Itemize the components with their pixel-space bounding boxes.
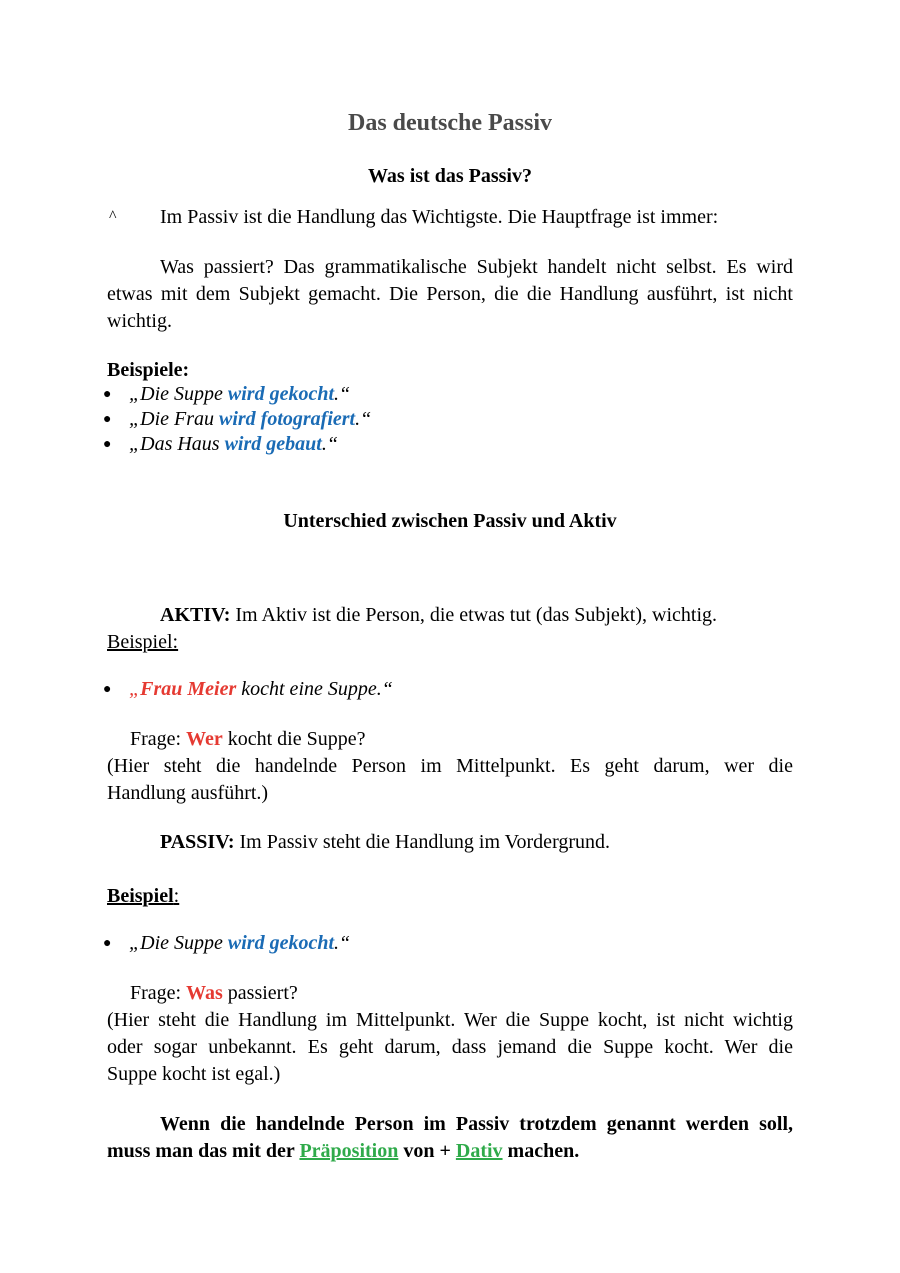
final-note-line-1: Wenn die handelnde Person im Passiv trotzdem genannt werden soll, — [160, 1113, 793, 1135]
passive-verb: wird gekocht — [227, 383, 335, 405]
passiv-example — [129, 930, 350, 956]
term-dativ: Dativ — [455, 1140, 503, 1162]
frage-text: Frage: — [130, 728, 187, 750]
beispiel-label: Beispiel — [107, 885, 174, 907]
beispiel-colon: : — [173, 885, 180, 907]
example-item-2 — [129, 406, 371, 432]
aktiv-example — [129, 676, 393, 702]
bullet-dot: ● — [103, 412, 112, 427]
quote-mark: „ — [129, 678, 141, 700]
example-text: .“ — [355, 408, 372, 430]
question-word: Was — [186, 982, 223, 1004]
bullet-dot: ● — [103, 387, 112, 402]
example-text: kocht eine Suppe.“ — [236, 678, 393, 700]
aktiv-explanation-line-2: Handlung ausführt.) — [107, 782, 269, 804]
page-title: Das deutsche Passiv — [347, 110, 552, 136]
example-text: „Die Suppe — [129, 932, 228, 954]
frage-text: kocht die Suppe? — [222, 728, 366, 750]
frage-was — [130, 980, 298, 1006]
frage-text: passiert? — [222, 982, 298, 1004]
final-text: machen. — [502, 1140, 580, 1162]
passiv-label: PASSIV: — [160, 831, 235, 853]
intro-paragraph-line-3: wichtig. — [107, 310, 172, 332]
example-item-1 — [129, 381, 350, 407]
section-heading-unterschied: Unterschied zwischen Passiv und Aktiv — [283, 510, 617, 532]
aktiv-explanation-line-1: (Hier steht die handelnde Person im Mittelpunkt. Es geht darum, wer die — [107, 755, 793, 777]
example-text: „Die Suppe — [129, 383, 228, 405]
beispiel-label-1: Beispiel: — [107, 631, 179, 653]
question-word: Wer — [186, 728, 223, 750]
passive-verb: wird fotografiert — [219, 408, 356, 430]
examples-label: Beispiele: — [107, 359, 190, 381]
caret-mark: ^ — [109, 208, 117, 225]
bullet-dot: ● — [103, 437, 112, 452]
passive-verb: wird gekocht — [227, 932, 335, 954]
passiv-explanation-line-2: oder sogar unbekannt. Es geht darum, dass jemand die Suppe kocht. Wer die — [107, 1036, 793, 1058]
example-text: .“ — [321, 433, 338, 455]
final-text: von + — [398, 1140, 456, 1162]
section-heading-was-ist: Was ist das Passiv? — [368, 165, 532, 187]
passiv-explanation-line-1: (Hier steht die Handlung im Mittelpunkt. Wer die Suppe kocht, ist nicht wichtig — [107, 1009, 793, 1031]
bullet-dot: ● — [103, 682, 112, 697]
passiv-definition — [160, 829, 610, 855]
frage-wer — [130, 726, 366, 752]
example-text: „Das Haus — [129, 433, 225, 455]
example-text: „Die Frau — [129, 408, 219, 430]
example-item-3 — [129, 431, 338, 457]
final-note-line-2 — [107, 1138, 579, 1164]
beispiel-label-2 — [107, 883, 179, 909]
frage-text: Frage: — [130, 982, 187, 1004]
intro-paragraph-line-2: etwas mit dem Subjekt gemacht. Die Person, die die Handlung ausführt, ist nicht — [107, 283, 793, 305]
example-text: .“ — [334, 383, 351, 405]
subject-highlight: Frau Meier — [140, 678, 237, 700]
intro-paragraph-line-1: Was passiert? Das grammatikalische Subjekt handelt nicht selbst. Es wird — [160, 256, 793, 278]
final-text: muss man das mit der — [107, 1140, 300, 1162]
bullet-dot: ● — [103, 936, 112, 951]
aktiv-label: AKTIV: — [160, 604, 231, 626]
example-text: .“ — [334, 932, 351, 954]
aktiv-definition — [160, 602, 717, 628]
term-praeposition: Präposition — [299, 1140, 399, 1162]
passive-verb: wird gebaut — [224, 433, 322, 455]
intro-line: Im Passiv ist die Handlung das Wichtigste. Die Hauptfrage ist immer: — [160, 206, 719, 228]
aktiv-text: Im Aktiv ist die Person, die etwas tut (das Subjekt), wichtig. — [230, 604, 718, 626]
passiv-text: Im Passiv steht die Handlung im Vordergrund. — [234, 831, 611, 853]
passiv-explanation-line-3: Suppe kocht ist egal.) — [107, 1063, 281, 1085]
